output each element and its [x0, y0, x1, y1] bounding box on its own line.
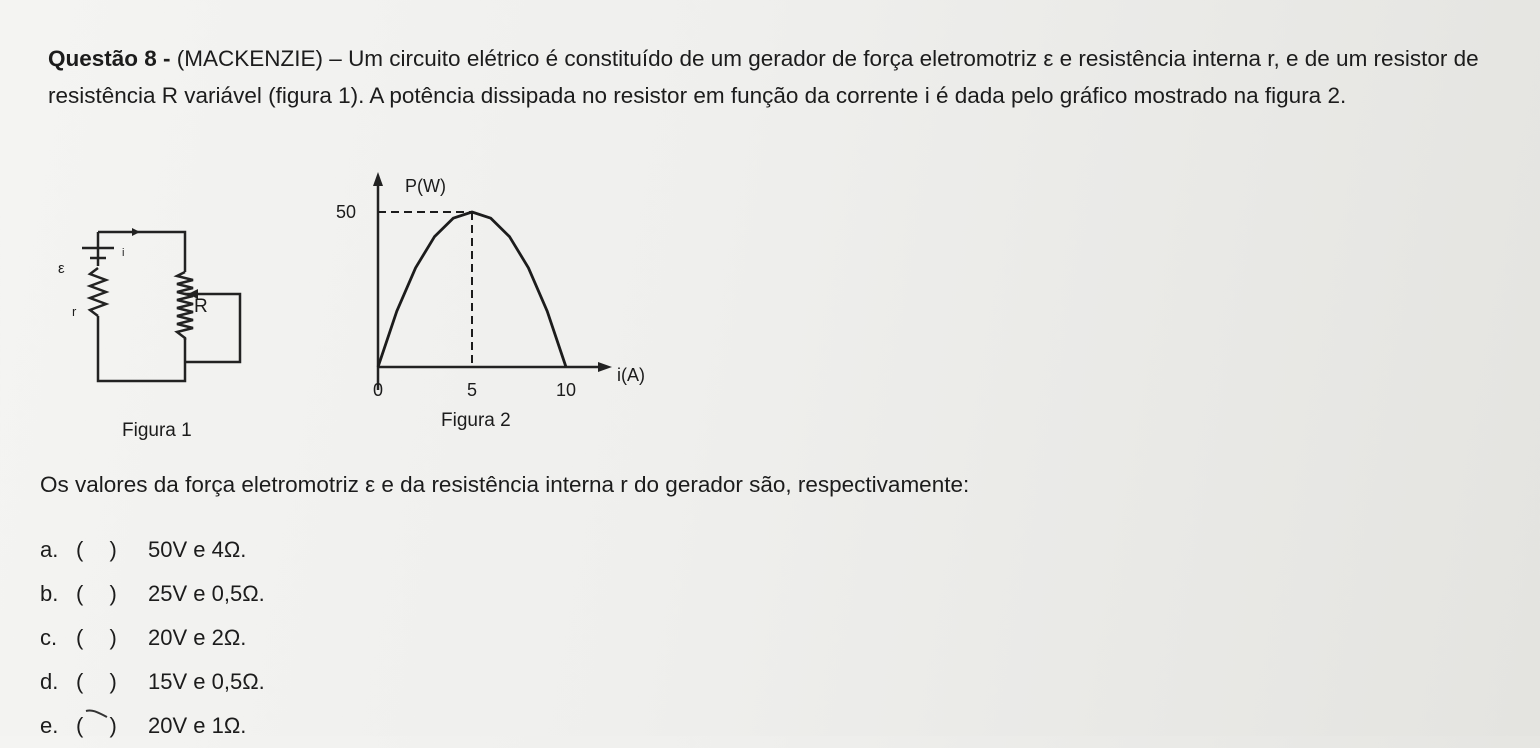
label-resistor: R: [194, 296, 208, 317]
x-tick-label: 0: [373, 380, 384, 400]
x-axis-label: i(A): [617, 365, 645, 385]
circuit-diagram: [40, 210, 270, 410]
option-d[interactable]: [40, 660, 265, 704]
option-checkbox[interactable]: ( ): [76, 669, 127, 694]
option-b[interactable]: [40, 572, 265, 616]
option-e[interactable]: [40, 704, 265, 748]
figure-1-circuit: [40, 210, 270, 410]
figure-2-caption: Figura 2: [441, 410, 511, 431]
option-a[interactable]: [40, 528, 265, 572]
option-checkbox[interactable]: ( ): [76, 625, 127, 650]
option-text: 50V e 4Ω.: [148, 537, 247, 562]
option-letter: e.: [40, 713, 59, 738]
option-c[interactable]: [40, 616, 265, 660]
y-axis-arrow: [373, 172, 383, 186]
question-number: Questão 8 -: [48, 46, 171, 71]
x-tick-label: 5: [467, 380, 478, 400]
x-axis-arrow: [598, 362, 612, 372]
option-checkbox[interactable]: ( ): [76, 713, 127, 738]
option-text: 15V e 0,5Ω.: [148, 669, 265, 694]
question-text: (MACKENZIE) – Um circuito elétrico é constituído de um gerador de força eletromotriz ε e resistência interna r, e de um resistor de resistência R variável (figura 1). A potência dissipada no resistor em função da corrente i é dada pelo gráfico mostrado na figura 2.: [48, 46, 1479, 108]
power-chart: [330, 160, 670, 415]
label-current: i: [122, 247, 125, 259]
label-emf: ε: [58, 260, 65, 277]
handwritten-check-mark: [83, 703, 113, 723]
x-tick-label: 10: [556, 380, 577, 400]
option-letter: d.: [40, 669, 59, 694]
figure-1-caption: Figura 1: [122, 420, 192, 441]
question-statement: [48, 40, 1488, 114]
option-text: 20V e 1Ω.: [148, 713, 247, 738]
y-tick-label: 50: [336, 202, 357, 222]
y-axis-label: P(W): [405, 176, 446, 196]
label-internal-resistance: r: [72, 304, 77, 319]
internal-resistor: [90, 268, 106, 316]
answer-options: [40, 528, 265, 748]
variable-resistor: [177, 272, 193, 346]
option-checkbox[interactable]: ( ): [76, 537, 127, 562]
option-letter: a.: [40, 537, 59, 562]
option-letter: b.: [40, 581, 59, 606]
question-prompt: Os valores da força eletromotriz ε e da resistência interna r do gerador são, respectivamente:: [40, 472, 970, 497]
option-checkbox[interactable]: ( ): [76, 581, 127, 606]
option-letter: c.: [40, 625, 58, 650]
option-text: 25V e 0,5Ω.: [148, 581, 265, 606]
option-text: 20V e 2Ω.: [148, 625, 247, 650]
figure-2-chart: [330, 160, 670, 415]
